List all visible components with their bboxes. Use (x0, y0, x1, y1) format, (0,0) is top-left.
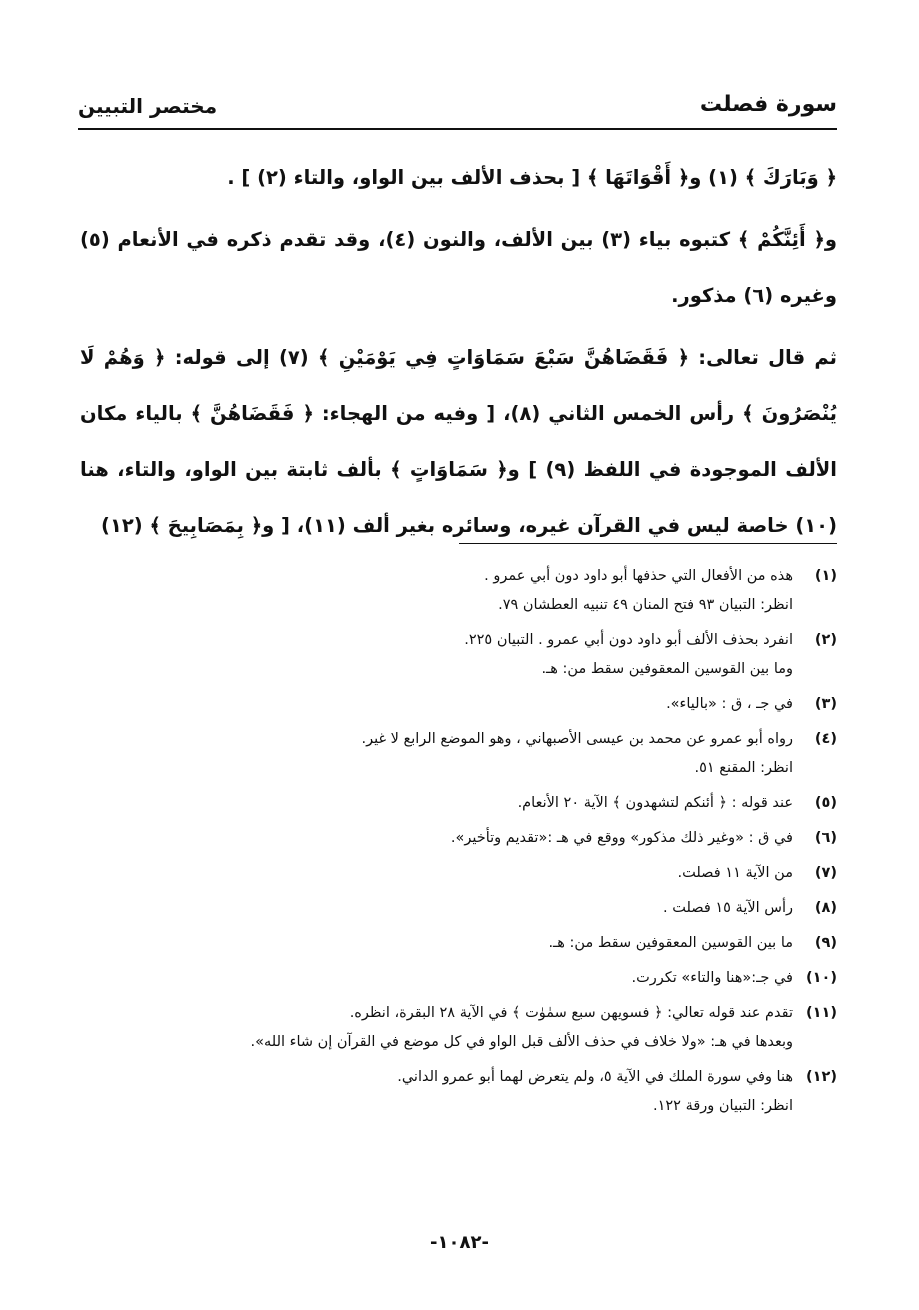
footnote-separator (459, 543, 837, 544)
footnote-number: (٤) (814, 731, 837, 747)
footnote-line: رأس الآية ١٥ فصلت . (662, 900, 793, 916)
footnote-number: (٧) (814, 865, 837, 881)
footnote-number: (١٠) (806, 970, 837, 986)
paragraph-1: ﴿ وَبَارَكَ ﴾ (١) و﴿ أَقْوَاتَهَا ﴾ [ بحذف الألف بين الواو، والتاء (٢) ] . (227, 166, 837, 189)
footnote-number: (١) (814, 568, 837, 584)
footnote-text (80, 626, 793, 684)
footnotes (80, 562, 837, 1127)
footnote (80, 789, 837, 818)
footnote-text (80, 859, 793, 888)
page-number: -١٠٨٢- (430, 1232, 489, 1253)
footnote (80, 824, 837, 853)
book-title: مختصر التبيين (78, 94, 218, 118)
footnote-text (80, 894, 793, 923)
paragraph-3: ثم قال تعالى: ﴿ فَقَضَاهُنَّ سَبْعَ سَمَاوَاتٍ فِي يَوْمَيْنِ ﴾ (٧) إلى قوله: ﴿ وَهُمْ لَا يُنْصَرُونَ ﴾ رأس الخمس الثاني (٨)، [ وفيه من الهجاء: ﴿ فَقَضَاهُنَّ ﴾ بالياء مكان الألف الموجودة في اللفظ (٩) ] و﴿ سَمَاوَاتٍ ﴾ بألف ثابتة بين الواو، والتاء، هنا (١٠) خاصة ليس في القرآن غيره، وسائره بغير ألف (١١)، [ و﴿ بِمَصَابِيحَ ﴾ (١٢) (80, 346, 837, 537)
footnote-line: انفرد بحذف الألف أبو داود دون أبي عمرو . التبيان ٢٢٥. (464, 632, 793, 648)
footnote-line: انظر: التبيان ورقة ١٢٢. (652, 1098, 793, 1114)
footnote-line: في ق : «وغير ذلك مذكور» ووقع في هـ :«تقديم وتأخير». (450, 830, 793, 846)
footnote-number: (٢) (814, 632, 837, 648)
footnote-line: عند قوله : ﴿ أئنكم لتشهدون ﴾ الآية ٢٠ الأنعام. (517, 795, 793, 811)
footnote (80, 859, 837, 888)
footnote-text (80, 929, 793, 958)
footnote-line: انظر: التبيان ٩٣ فتح المنان ٤٩ تنبيه العطشان ٧٩. (498, 597, 793, 613)
footnote-text (80, 789, 793, 818)
paragraph-2: و﴿ أَئِنَّكُمْ ﴾ كتبوه بياء (٣) بين الألف، والنون (٤)، وقد تقدم ذكره في الأنعام (٥) وغيره (٦) مذكور. (80, 228, 837, 307)
footnote-line: ما بين القوسين المعقوفين سقط من: هـ. (548, 935, 793, 951)
footnote-line: تقدم عند قوله تعالي: ﴿ فسويهن سبع سمٰوٰت ﴾ في الآية ٢٨ البقرة، انظره. (349, 1005, 793, 1021)
footnote (80, 894, 837, 923)
footnote-line: هذه من الأفعال التي حذفها أبو داود دون أبي عمرو . (484, 568, 793, 584)
footnote (80, 690, 837, 719)
footnote-line: من الآية ١١ فصلت. (677, 865, 793, 881)
footnote (80, 964, 837, 993)
footnote-text (80, 824, 793, 853)
footnote-line: هنا وفي سورة الملك في الآية ٥، ولم يتعرض لهما أبو عمرو الداني. (397, 1069, 793, 1085)
footnote (80, 1063, 837, 1121)
footnote (80, 562, 837, 620)
footnote-line: رواه أبو عمرو عن محمد بن عيسى الأصبهاني ، وهو الموضع الرابع لا غير. (361, 731, 793, 747)
footnote-number: (٦) (814, 830, 837, 846)
footnote-number: (١٢) (806, 1069, 837, 1085)
footnote-number: (٩) (814, 935, 837, 951)
footnote-line: وما بين القوسين المعقوفين سقط من: هـ. (541, 661, 793, 677)
footnote-text (80, 690, 793, 719)
main-text (80, 150, 837, 554)
footnote (80, 999, 837, 1057)
footnote-number: (١١) (806, 1005, 837, 1021)
footnote-line: انظر: المقنع ٥١. (694, 760, 793, 776)
footnote-text (80, 1063, 793, 1121)
running-header (78, 92, 837, 130)
footnote-line: وبعدها في هـ: «ولا خلاف في حذف الألف قبل الواو في كل موضع في القرآن إن شاء الله». (250, 1034, 793, 1050)
footnote-line: في جـ ، ق : «بالياء». (666, 696, 793, 712)
footnote-line: في جـ:«هنا والتاء» تكررت. (631, 970, 793, 986)
footnote-number: (٣) (814, 696, 837, 712)
footnote-text (80, 725, 793, 783)
footnote-text (80, 562, 793, 620)
footnote (80, 929, 837, 958)
footnote-text (80, 964, 793, 993)
footnote-text (80, 999, 793, 1057)
footnote (80, 725, 837, 783)
footnote-number: (٥) (814, 795, 837, 811)
footnote (80, 626, 837, 684)
surah-title: سورة فصلت (699, 92, 837, 117)
footnote-number: (٨) (814, 900, 837, 916)
